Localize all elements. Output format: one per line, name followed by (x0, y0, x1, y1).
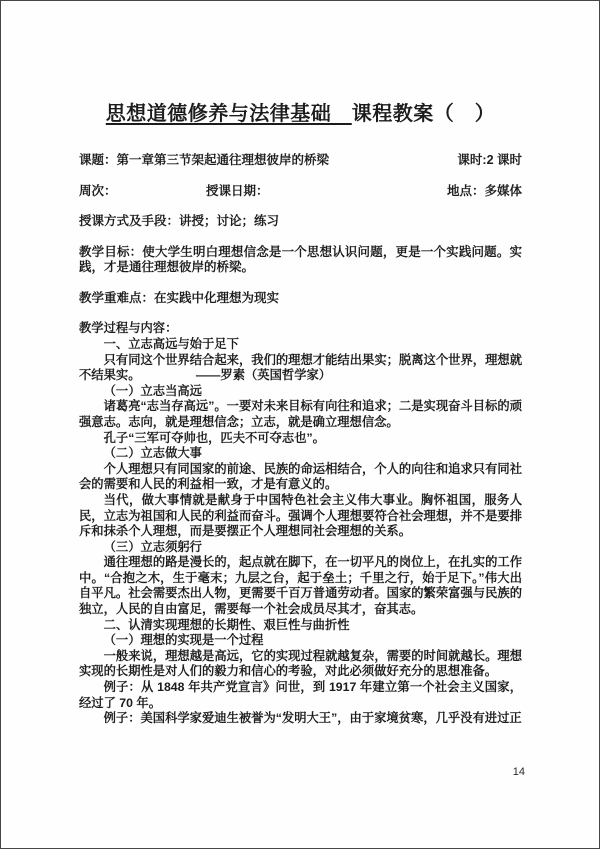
lecture-date-label: 授课日期： (206, 184, 269, 198)
paragraph: 二、认清实现理想的长期性、艰巨性与曲折性 (103, 617, 350, 632)
meta-row-schedule (79, 183, 522, 199)
page-content (1, 1, 599, 727)
teaching-method-line: 授课方式及手段：讲授；讨论；练习 (79, 214, 280, 228)
paragraph: （三）立志须躬行 (103, 539, 202, 554)
teaching-process-section (79, 321, 522, 726)
meta-row-topic (79, 152, 522, 168)
topic-label: 课题：第一章第三节架起通往理想彼岸的桥梁 (79, 153, 330, 167)
process-heading: 教学过程与内容： (79, 321, 178, 336)
location-label: 地点：多媒体 (446, 184, 522, 198)
document-title-suffix: 课程教案（ ） (351, 103, 496, 125)
paragraph: 诸葛亮“志当存高远”。一要对未来目标有向往和追求；二是实现奋斗目标的顽强意志。志向，就是理想信念；立志，就是确立理想信念。 (79, 399, 522, 429)
class-hours-label: 课时:2 课时 (457, 153, 522, 167)
paragraph: （二）立志做大事 (103, 446, 202, 461)
paragraph: 通往理想的路是漫长的，起点就在脚下，在一切平凡的岗位上，在扎实的工作中。“合抱之木，生于毫末；九层之台，起于垒土；千里之行，始于足下。”伟大出自平凡。社会需要杰出人物，更需要千百万普通劳动者。国家的繁荣富强与民族的独立，人民的自由富足，需要每一个社会成员尽其才，奋其志。 (79, 555, 522, 617)
paragraph: 例子：美国科学家爱迪生被誉为“发明大王”，由于家境贫寒，几乎没有进过正 (103, 711, 522, 726)
paragraph: 一般来说，理想越是高远，它的实现过程就越复杂，需要的时间就越长。理想实现的长期性是对人们的毅力和信心的考验，对此必须做好充分的思想准备。 (79, 648, 522, 679)
teaching-objective-line: 教学目标：使大学生明白理想信念是一个思想认识问题，更是一个实践问题。实践，才是通往理想彼岸的桥梁。 (79, 244, 522, 275)
page-number: 14 (512, 766, 525, 778)
paragraph: 例子：从 1848 年共产党宣言》问世，到 1917 年建立第一个社会主义国家，经过了 70 年。 (79, 680, 522, 710)
paragraph: 一、立志高远与始于足下 (103, 336, 239, 351)
paragraph: 只有同这个世界结合起来，我们的理想才能结出果实；脱离这个世界，理想就不结果实。 ——罗素（英国哲学家） (79, 352, 522, 383)
paragraph-list (79, 337, 522, 727)
document-title (79, 97, 522, 126)
paragraph: 个人理想只有同国家的前途、民族的命运相结合，个人的向往和追求只有同社会的需要和人民的利益相一致，才是有意义的。 (79, 461, 522, 492)
document-title-course-name: 思想道德修养与法律基础 (105, 103, 352, 125)
paragraph: （一）理想的实现是一个过程 (103, 633, 264, 648)
key-points-line: 教学重难点：在实践中化理想为现实 (79, 290, 280, 305)
week-label: 周次： (79, 184, 117, 198)
paragraph: 当代，做大事情就是献身于中国特色社会主义伟大事业。胸怀祖国，服务人民，立志为祖国和人民的利益而奋斗。强调个人理想要符合社会理想，并不是要排斥和抹杀个人理想，而是要摆正个人理想同社会理想的关系。 (79, 492, 522, 539)
paragraph: （一）立志当高远 (103, 383, 202, 398)
paragraph: 孔子“三军可夺帅也，匹夫不可夺志也”。 (103, 430, 325, 445)
